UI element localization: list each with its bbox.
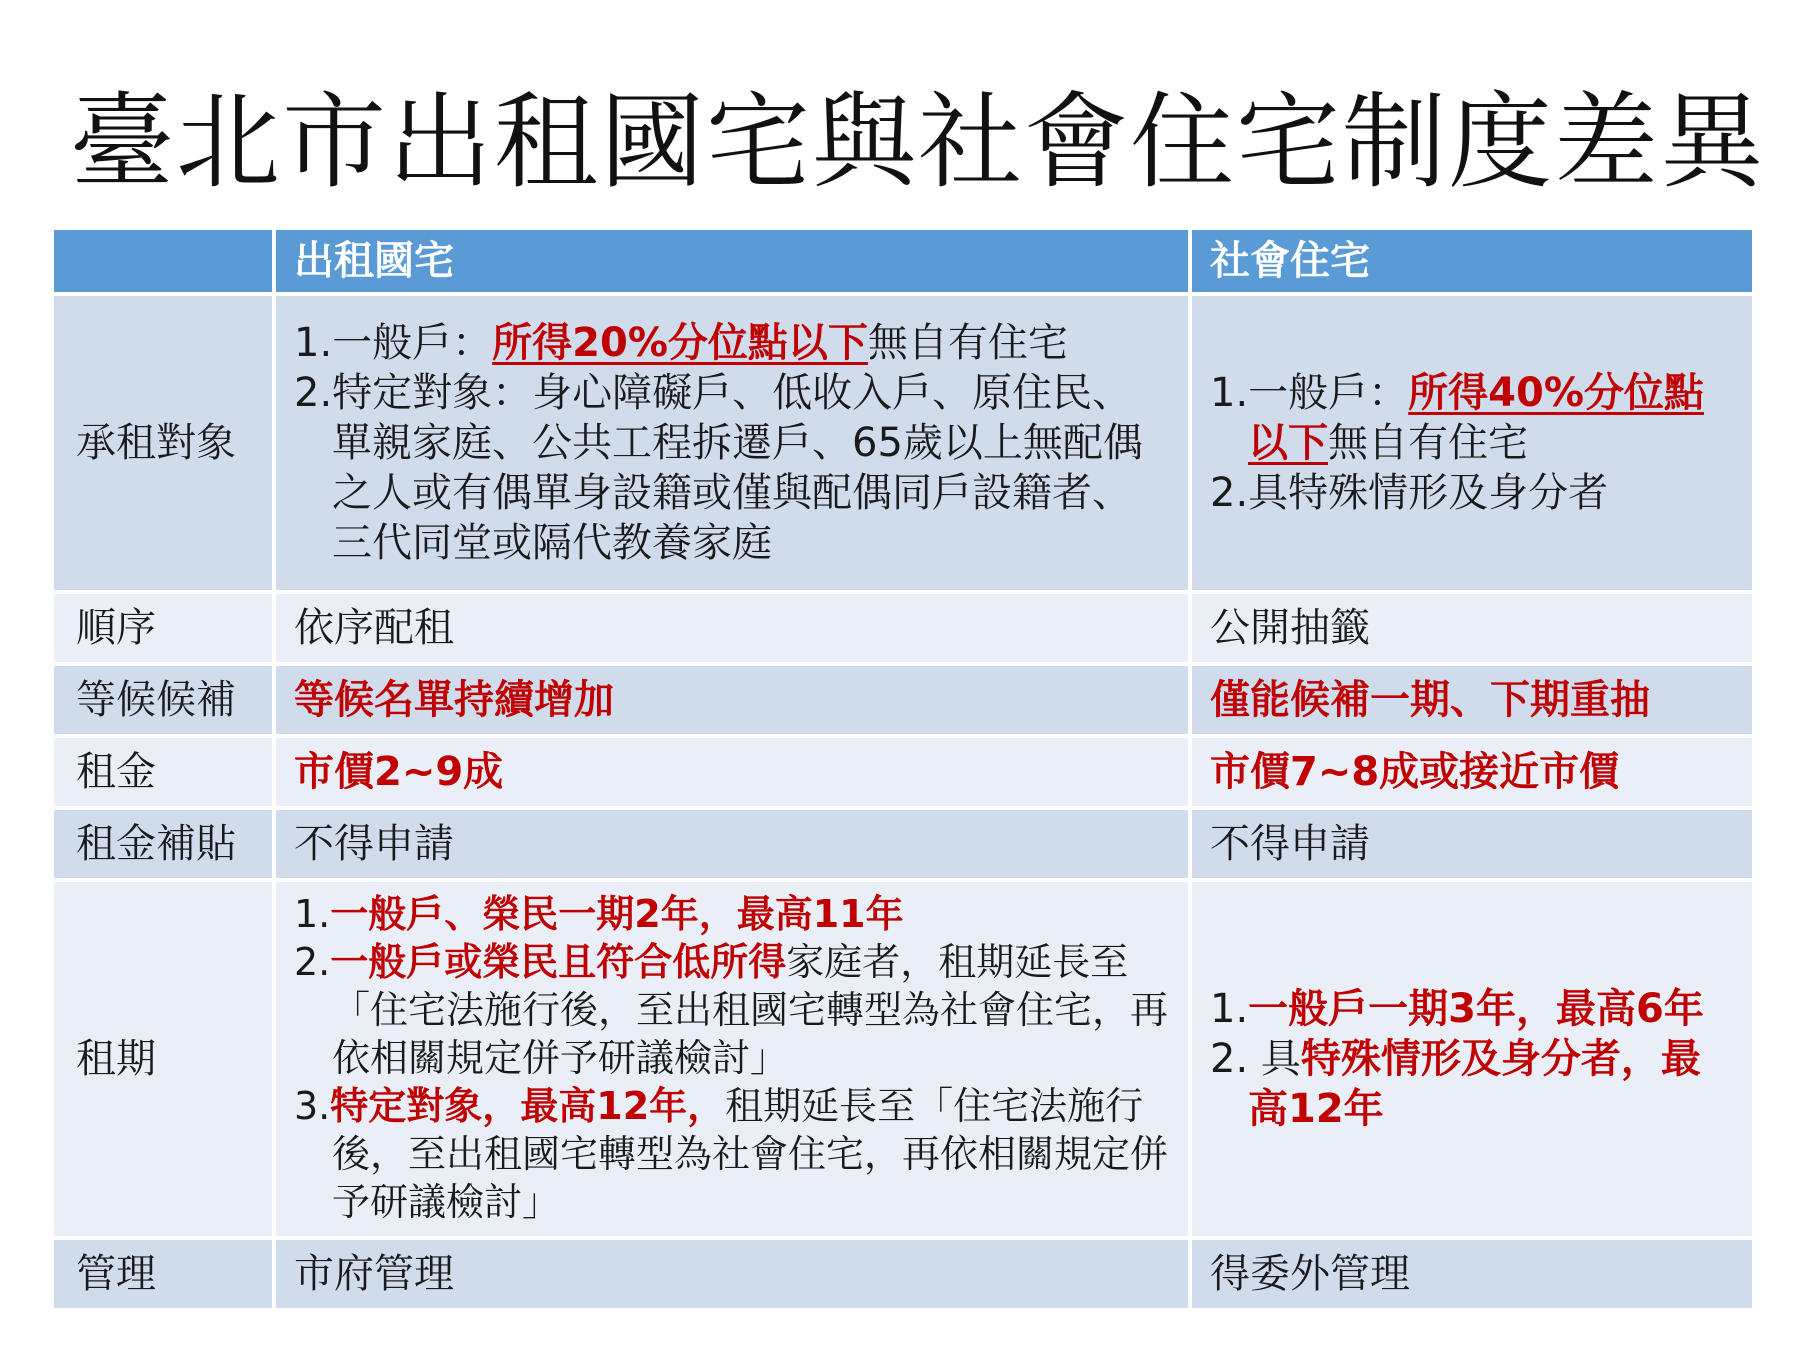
table-row bbox=[52, 1238, 1754, 1310]
cell-manage-public: 市府管理 bbox=[274, 1238, 1190, 1310]
cell-tenant-public bbox=[274, 294, 1190, 592]
highlight-text: 一般戶、榮民一期2年，最高11年 bbox=[330, 892, 904, 937]
term-social-list bbox=[1210, 984, 1734, 1134]
list-item: 1.一般戶：所得20%分位點以下無自有住宅 bbox=[294, 320, 1068, 366]
list-item: 3.特定對象，最高12年，租期延長至「住宅法施行後，至出租國宅轉型為社會住宅，再依相關規定併予研議檢討」 bbox=[294, 1083, 1169, 1224]
cell-order-public: 依序配租 bbox=[274, 592, 1190, 664]
list-item: 2. 具特殊情形及身分者，最高12年 bbox=[1210, 1036, 1701, 1132]
comparison-table bbox=[50, 226, 1756, 1312]
cell-subsidy-public: 不得申請 bbox=[274, 808, 1190, 880]
highlight-text: 所得40%分位點以下 bbox=[1248, 370, 1704, 466]
cell-subsidy-social: 不得申請 bbox=[1190, 808, 1754, 880]
cell-rent-public: 市價2~9成 bbox=[274, 736, 1190, 808]
tenant-public-list bbox=[294, 318, 1170, 568]
cell-rent-social: 市價7~8成或接近市價 bbox=[1190, 736, 1754, 808]
row-label-manage: 管理 bbox=[52, 1238, 274, 1310]
cell-term-public bbox=[274, 880, 1190, 1238]
row-label-subsidy: 租金補貼 bbox=[52, 808, 274, 880]
list-item: 1.一般戶一期3年，最高6年 bbox=[1210, 986, 1704, 1032]
term-public-list bbox=[294, 891, 1170, 1226]
page-title: 臺北市出租國宅與社會住宅制度差異 bbox=[70, 81, 1767, 203]
row-label-tenant: 承租對象 bbox=[52, 294, 274, 592]
cell-order-social: 公開抽籤 bbox=[1190, 592, 1754, 664]
table-row bbox=[52, 664, 1754, 736]
cell-tenant-social bbox=[1190, 294, 1754, 592]
table-row bbox=[52, 808, 1754, 880]
highlight-text: 特定對象，最高12年， bbox=[330, 1083, 726, 1128]
row-label-waitlist: 等候候補 bbox=[52, 664, 274, 736]
list-item: 2.特定對象：身心障礙戶、低收入戶、原住民、單親家庭、公共工程拆遷戶、65歲以上無配偶之人或有偶單身設籍或僅與配偶同戶設籍者、三代同堂或隔代教養家庭 bbox=[294, 370, 1143, 566]
table-row bbox=[52, 592, 1754, 664]
table-row bbox=[52, 294, 1754, 592]
cell-waitlist-public: 等候名單持續增加 bbox=[274, 664, 1190, 736]
header-empty-cell bbox=[52, 228, 274, 294]
cell-term-social bbox=[1190, 880, 1754, 1238]
list-item: 2.具特殊情形及身分者 bbox=[1210, 470, 1609, 516]
row-label-order: 順序 bbox=[52, 592, 274, 664]
highlight-text: 一般戶一期3年，最高6年 bbox=[1248, 986, 1704, 1032]
header-col-social-housing: 社會住宅 bbox=[1190, 228, 1754, 294]
list-item: 1.一般戶、榮民一期2年，最高11年 bbox=[294, 892, 904, 937]
cell-waitlist-social: 僅能候補一期、下期重抽 bbox=[1190, 664, 1754, 736]
highlight-text: 一般戶或榮民且符合低所得 bbox=[330, 940, 787, 985]
list-item: 2.一般戶或榮民且符合低所得家庭者，租期延長至「住宅法施行後，至出租國宅轉型為社會住宅，再依相關規定併予研議檢討」 bbox=[294, 940, 1169, 1081]
cell-manage-social: 得委外管理 bbox=[1190, 1238, 1754, 1310]
table-header-row bbox=[52, 228, 1754, 294]
list-item: 1.一般戶：所得40%分位點以下無自有住宅 bbox=[1210, 370, 1704, 466]
header-col-public-housing: 出租國宅 bbox=[274, 228, 1190, 294]
table-row bbox=[52, 736, 1754, 808]
row-label-rent: 租金 bbox=[52, 736, 274, 808]
tenant-social-list bbox=[1210, 368, 1734, 518]
table-row bbox=[52, 880, 1754, 1238]
highlight-text: 特殊情形及身分者，最高12年 bbox=[1248, 1036, 1701, 1132]
row-label-term: 租期 bbox=[52, 880, 274, 1238]
highlight-text: 所得20%分位點以下 bbox=[492, 320, 868, 366]
